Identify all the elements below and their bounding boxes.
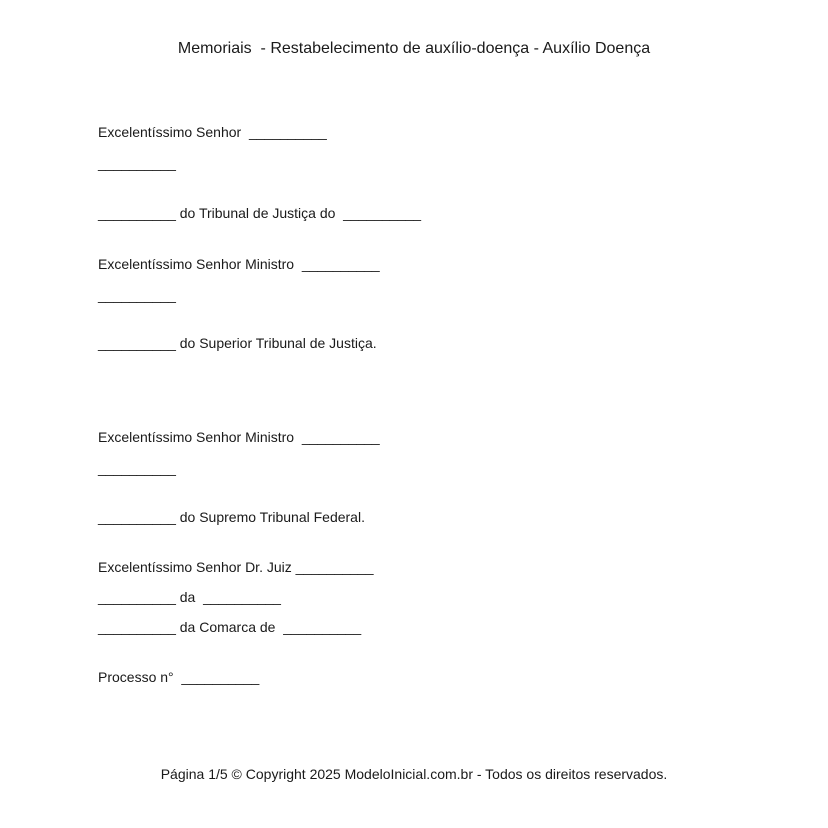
- blank-line-3: __________: [98, 460, 176, 476]
- document-title: Memoriais - Restabelecimento de auxílio-doença - Auxílio Doença: [177, 40, 651, 57]
- page-footer: Página 1/5 © Copyright 2025 ModeloInicial.com.br - Todos os direitos reservados.: [160, 766, 668, 782]
- processo-numero-line: Processo n° __________: [98, 669, 260, 685]
- supremo-tribunal-line: __________ do Supremo Tribunal Federal.: [98, 509, 365, 525]
- superior-tribunal-line: __________ do Superior Tribunal de Justiça.: [98, 335, 377, 351]
- salutation-juiz-line: Excelentíssimo Senhor Dr. Juiz __________: [98, 559, 374, 575]
- blank-line-2: __________: [98, 287, 176, 303]
- blank-line-1: __________: [98, 155, 176, 171]
- salutation-senhor-line: Excelentíssimo Senhor __________: [98, 124, 327, 140]
- vara-line: __________ da __________: [98, 589, 281, 605]
- salutation-ministro-line-1: Excelentíssimo Senhor Ministro __________: [98, 256, 380, 272]
- tribunal-justica-line: __________ do Tribunal de Justiça do __________: [98, 205, 422, 221]
- salutation-ministro-line-2: Excelentíssimo Senhor Ministro __________: [98, 429, 380, 445]
- comarca-line: __________ da Comarca de __________: [98, 619, 362, 635]
